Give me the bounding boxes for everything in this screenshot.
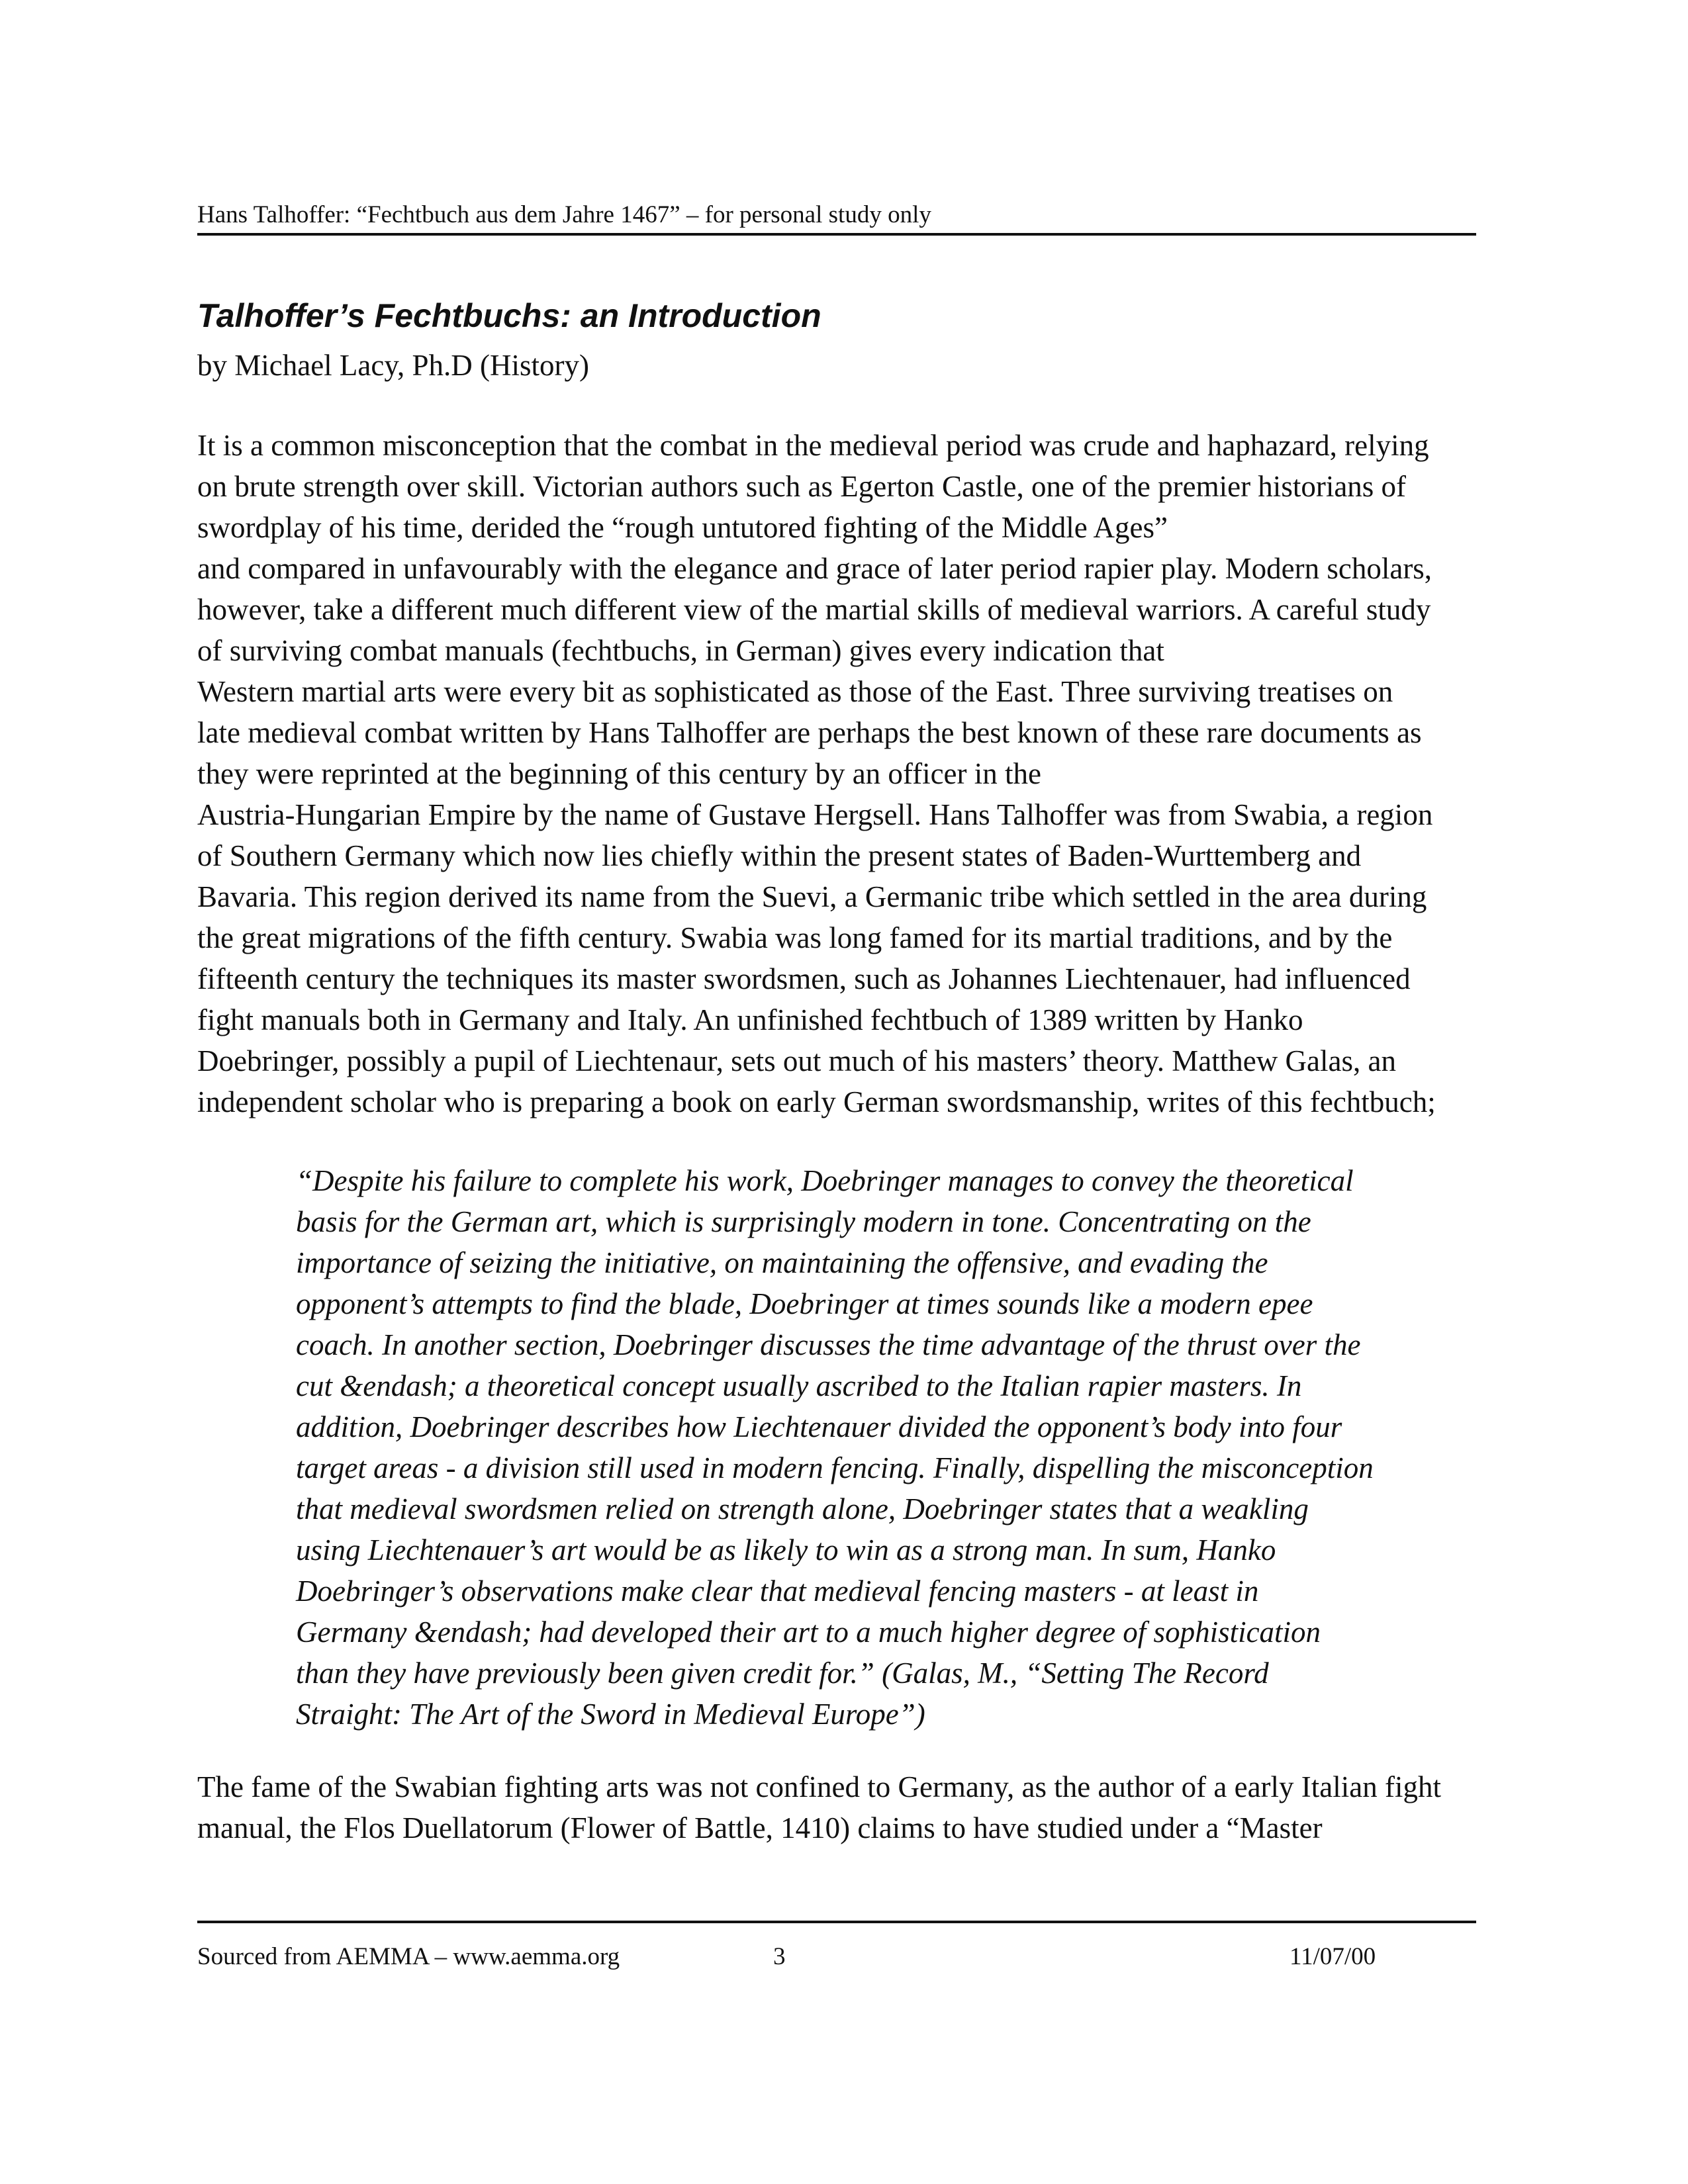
- text-line: on brute strength over skill. Victorian authors such as Egerton Castle, one of the premier historians of: [197, 470, 1407, 503]
- running-header: Hans Talhoffer: “Fechtbuch aus dem Jahre 1467” – for personal study only: [197, 201, 931, 228]
- footer-date: 11/07/00: [1289, 1943, 1376, 1970]
- text-line: It is a common misconception that the combat in the medieval period was crude and haphazard, relying: [197, 429, 1429, 462]
- quote-line: using Liechtenauer’s art would be as likely to win as a strong man. In sum, Hanko: [296, 1533, 1276, 1567]
- block-quote: [296, 1160, 1481, 1735]
- quote-line: importance of seizing the initiative, on maintaining the offensive, and evading the: [296, 1246, 1268, 1279]
- quote-line: “Despite his failure to complete his work, Doebringer manages to convey the theoretical: [296, 1164, 1354, 1197]
- text-line: late medieval combat written by Hans Talhoffer are perhaps the best known of these rare documents as: [197, 716, 1422, 749]
- paragraph-2: [197, 1766, 1476, 1848]
- text-line: Austria-Hungarian Empire by the name of Gustave Hergsell. Hans Talhoffer was from Swabia, a region: [197, 798, 1433, 831]
- quote-line: than they have previously been given credit for.” (Galas, M., “Setting The Record: [296, 1657, 1269, 1690]
- article-title: Talhoffer’s Fechtbuchs: an Introduction: [197, 297, 821, 334]
- text-line: however, take a different much different view of the martial skills of medieval warriors. A careful study: [197, 593, 1431, 626]
- text-line: The fame of the Swabian fighting arts was not confined to Germany, as the author of a early Italian fight: [197, 1770, 1441, 1803]
- footer-rule: [197, 1921, 1476, 1923]
- quote-line: coach. In another section, Doebringer discusses the time advantage of the thrust over the: [296, 1328, 1361, 1361]
- text-line: fight manuals both in Germany and Italy. An unfinished fechtbuch of 1389 written by Hanko: [197, 1003, 1303, 1036]
- text-line: independent scholar who is preparing a book on early German swordsmanship, writes of this fechtbuch;: [197, 1085, 1436, 1118]
- text-line: Bavaria. This region derived its name from the Suevi, a Germanic tribe which settled in the area during: [197, 880, 1427, 913]
- text-line: Doebringer, possibly a pupil of Liechtenaur, sets out much of his masters’ theory. Matthew Galas, an: [197, 1044, 1396, 1077]
- footer-source: Sourced from AEMMA – www.aemma.org: [197, 1943, 620, 1970]
- header-rule: [197, 233, 1476, 236]
- text-line: the great migrations of the fifth century. Swabia was long famed for its martial traditions, and by the: [197, 921, 1393, 954]
- text-line: and compared in unfavourably with the elegance and grace of later period rapier play. Modern scholars,: [197, 552, 1432, 585]
- text-line: fifteenth century the techniques its master swordsmen, such as Johannes Liechtenauer, had influenced: [197, 962, 1411, 995]
- quote-line: Straight: The Art of the Sword in Medieval Europe”): [296, 1698, 925, 1731]
- quote-line: basis for the German art, which is surprisingly modern in tone. Concentrating on the: [296, 1205, 1311, 1238]
- text-line: they were reprinted at the beginning of this century by an officer in the: [197, 757, 1041, 790]
- text-line: swordplay of his time, derided the “rough untutored fighting of the Middle Ages”: [197, 511, 1168, 544]
- quote-line: target areas - a division still used in modern fencing. Finally, dispelling the misconception: [296, 1451, 1374, 1484]
- quote-line: opponent’s attempts to find the blade, Doebringer at times sounds like a modern epee: [296, 1287, 1313, 1320]
- text-line: of Southern Germany which now lies chiefly within the present states of Baden-Wurttemberg and: [197, 839, 1362, 872]
- quote-line: Germany &endash; had developed their art to a much higher degree of sophistication: [296, 1615, 1321, 1649]
- text-line: manual, the Flos Duellatorum (Flower of Battle, 1410) claims to have studied under a “Master: [197, 1811, 1323, 1844]
- text-line: Western martial arts were every bit as sophisticated as those of the East. Three surviving treatises on: [197, 675, 1393, 708]
- paragraph-1: [197, 425, 1476, 1122]
- page-number: 3: [773, 1943, 786, 1970]
- quote-line: cut &endash; a theoretical concept usually ascribed to the Italian rapier masters. In: [296, 1369, 1302, 1402]
- quote-line: Doebringer’s observations make clear that medieval fencing masters - at least in: [296, 1574, 1259, 1608]
- article-byline: by Michael Lacy, Ph.D (History): [197, 349, 589, 382]
- quote-line: that medieval swordsmen relied on strength alone, Doebringer states that a weakling: [296, 1492, 1309, 1525]
- text-line: of surviving combat manuals (fechtbuchs, in German) gives every indication that: [197, 634, 1164, 667]
- quote-line: addition, Doebringer describes how Liechtenauer divided the opponent’s body into four: [296, 1410, 1342, 1443]
